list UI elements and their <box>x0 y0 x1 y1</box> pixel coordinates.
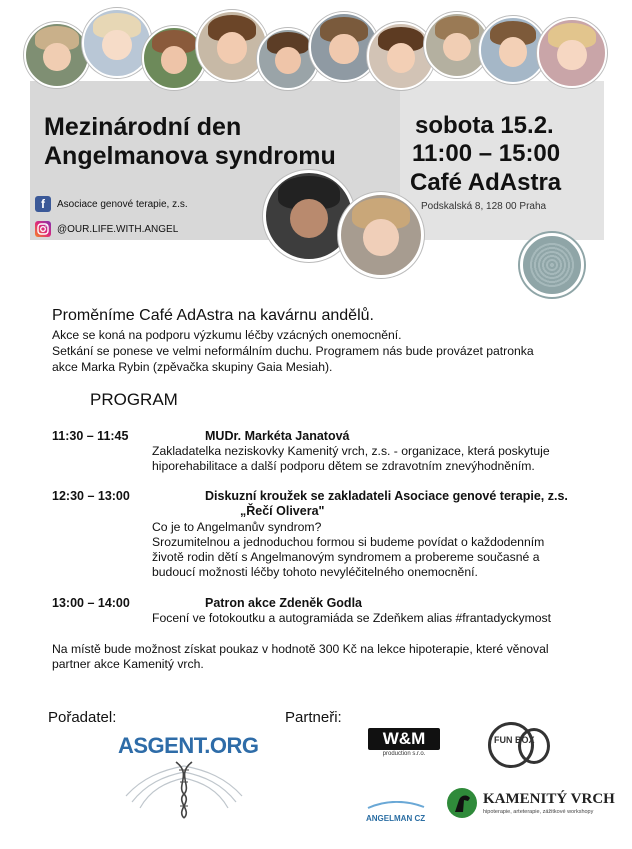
program-item-desc: Srozumitelnou a jednoduchou formou si budeme povídat o každodenním <box>152 535 545 549</box>
wm-logo <box>368 728 440 758</box>
event-address: Podskalská 8, 128 00 Praha <box>421 201 547 212</box>
facebook-icon: f <box>35 196 51 212</box>
event-title-line2: Angelmanova syndromu <box>44 142 336 170</box>
dna-wings-icon <box>122 760 246 820</box>
program-item-desc: Co je to Angelmanův syndrom? <box>152 520 322 534</box>
horse-icon <box>447 788 477 818</box>
funbox-logo <box>488 722 558 768</box>
asgent-logo: ASGENT.ORG <box>118 733 259 758</box>
kamenity-vrch-sub: hipoterapie, arteterapie, zážitkové workshopy <box>483 809 594 815</box>
facebook-link[interactable] <box>35 196 188 212</box>
intro-line: Setkání se ponese ve velmi neformálním duchu. Programem nás bude provázet patronka <box>52 344 534 358</box>
voucher-note: partner akce Kamenitý vrch. <box>52 657 204 671</box>
program-item-time: 13:00 – 14:00 <box>52 596 130 610</box>
facebook-label: Asociace genové terapie, z.s. <box>57 198 188 210</box>
child-photo <box>82 8 152 78</box>
program-heading: PROGRAM <box>90 390 178 409</box>
funbox-logo-text: FUN BOX <box>494 735 535 745</box>
program-item-desc: budoucí možnosti léčby tohoto nevyléčitelného onemocnění. <box>152 565 478 579</box>
child-photo <box>196 10 268 82</box>
program-item-desc: Focení ve fotokoutku a autogramiáda se Zdeňkem alias #frantadyckymost <box>152 611 552 625</box>
program-item-desc: Zakladatelka neziskovky Kamenitý vrch, z.s. - organizace, která poskytuje <box>152 444 550 458</box>
angelman-swoosh-icon <box>366 801 426 809</box>
program-item-title: MUDr. Markéta Janatová <box>205 429 350 443</box>
children-photos-row <box>24 8 614 86</box>
program-item-time: 11:30 – 11:45 <box>52 429 129 443</box>
child-photo <box>537 18 607 88</box>
angelman-cz-text: ANGELMAN CZ <box>366 814 426 823</box>
instagram-icon <box>35 221 51 237</box>
host-photo <box>338 192 424 278</box>
event-venue: Café AdAstra <box>410 169 562 196</box>
wm-logo-text: W&M <box>368 728 440 750</box>
program-item-title: Diskuzní kroužek se zakladateli Asociace genové terapie, z.s. <box>205 489 568 503</box>
event-title-line1: Mezinárodní den <box>44 113 242 141</box>
organizer-label: Pořadatel: <box>48 709 117 726</box>
event-date: sobota 15.2. <box>415 112 554 139</box>
event-time: 11:00 – 15:00 <box>412 140 561 167</box>
program-item-subtitle: „Řečí Olivera" <box>240 504 325 518</box>
program-item-time: 12:30 – 13:00 <box>52 489 130 503</box>
child-photo <box>367 22 435 90</box>
instagram-link[interactable] <box>35 221 178 237</box>
wm-logo-sub: production s.r.o. <box>382 751 426 757</box>
kamenity-vrch-logo <box>447 786 615 820</box>
voucher-note: Na místě bude možnost získat poukaz v hodnotě 300 Kč na lekce hipoterapie, které věnoval <box>52 642 549 656</box>
instagram-label: @OUR.LIFE.WITH.ANGEL <box>57 223 179 235</box>
partners-label: Partneři: <box>285 709 342 726</box>
program-item-desc: hiporehabilitace a další podporu dětem se zdravotním znevýhodněním. <box>152 459 535 473</box>
program-item-desc: životě rodin dětí s Angelmanovým syndromem a probereme současné a <box>152 550 540 564</box>
decorative-circle-icon <box>520 233 584 297</box>
program-item-title: Patron akce Zdeněk Godla <box>205 596 362 610</box>
intro-line: akce Marka Rybin (zpěvačka skupiny Gaia Mesiah). <box>52 360 333 374</box>
angelman-cz-logo <box>366 796 430 823</box>
intro-line: Akce se koná na podporu výzkumu léčby vzácných onemocnění. <box>52 328 402 342</box>
intro-lead: Proměníme Café AdAstra na kavárnu andělů. <box>52 307 374 324</box>
kamenity-vrch-text: KAMENITÝ VRCH <box>483 791 615 807</box>
child-photo <box>24 22 90 88</box>
